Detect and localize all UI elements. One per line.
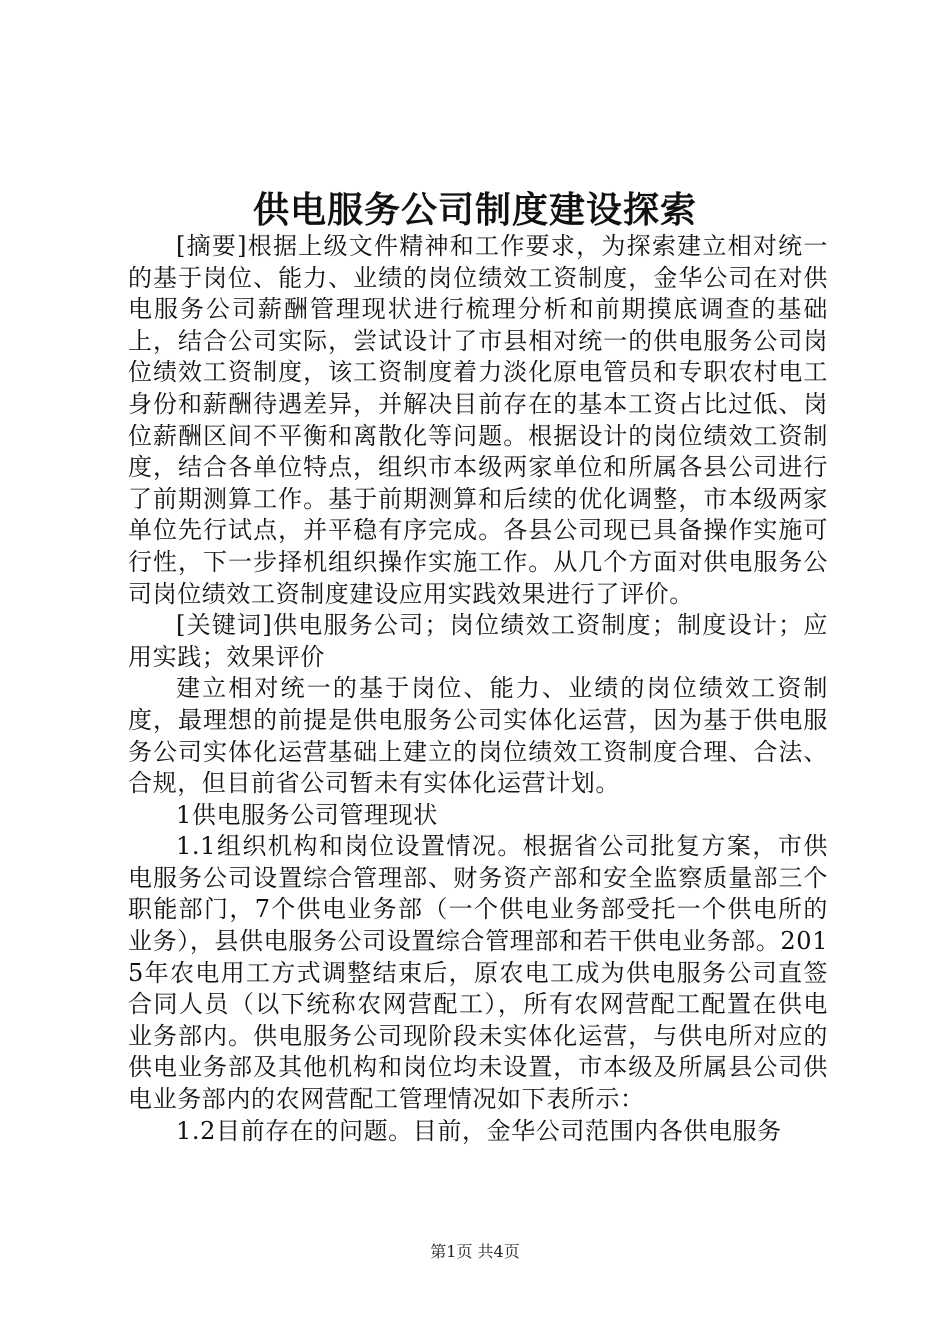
page-number-footer: 第1页 共4页 xyxy=(430,1242,520,1261)
document-title: 供电服务公司制度建设探索 xyxy=(252,189,697,231)
abstract-paragraph: [摘要]根据上级文件精神和工作要求，为探索建立相对统一的基于岗位、能力、业绩的岗位绩效工资制度，金华公司在对供电服务公司薪酬管理现状进行梳理分析和前期摸底调查的基础上，结合公司实际，尝试设计了市县相对统一的供电服务公司岗位绩效工资制度，该工资制度着力淡化原电管员和专职农村电工身份和薪酬待遇差异，并解决目前存在的基本工资占比过低、岗位薪酬区间不平衡和离散化等问题。根据设计的岗位绩效工资制度，结合各单位特点，组织市本级两家单位和所属各县公司进行了前期测算工作。基于前期测算和后续的优化调整，市本级两家单位先行试点，并平稳有序完成。各县公司现已具备操作实施可行性，下一步择机组织操作实施工作。从几个方面对供电服务公司岗位绩效工资制度建设应用实践效果进行了评价。 xyxy=(128,232,828,608)
section-heading: 1供电服务公司管理现状 xyxy=(176,800,438,829)
subsection-1-1-paragraph: 1.1组织机构和岗位设置情况。根据省公司批复方案，市供电服务公司设置综合管理部、财务资产部和安全监察质量部三个职能部门，7个供电业务部（一个供电业务部受托一个供电所的业务），县供电服务公司设置综合管理部和若干供电业务部。2015年农电用工方式调整结束后，原农电工成为供电服务公司直签合同人员（以下统称农网营配工），所有农网营配工配置在供电业务部内。供电服务公司现阶段未实体化运营，与供电所对应的供电业务部及其他机构和岗位均未设置，市本级及所属县公司供电业务部内的农网营配工管理情况如下表所示： xyxy=(128,832,828,1114)
document-body xyxy=(128,231,828,1147)
intro-paragraph: 建立相对统一的基于岗位、能力、业绩的岗位绩效工资制度，最理想的前提是供电服务公司实体化运营，因为基于供电服务公司实体化运营基础上建立的岗位绩效工资制度合理、合法、合规，但目前省公司暂未有实体化运营计划。 xyxy=(128,674,828,798)
subsection-1-2-paragraph: 1.2目前存在的问题。目前，金华公司范围内各供电服务 xyxy=(176,1116,782,1145)
keywords-paragraph: [关键词]供电服务公司；岗位绩效工资制度；制度设计；应用实践；效果评价 xyxy=(128,611,828,671)
